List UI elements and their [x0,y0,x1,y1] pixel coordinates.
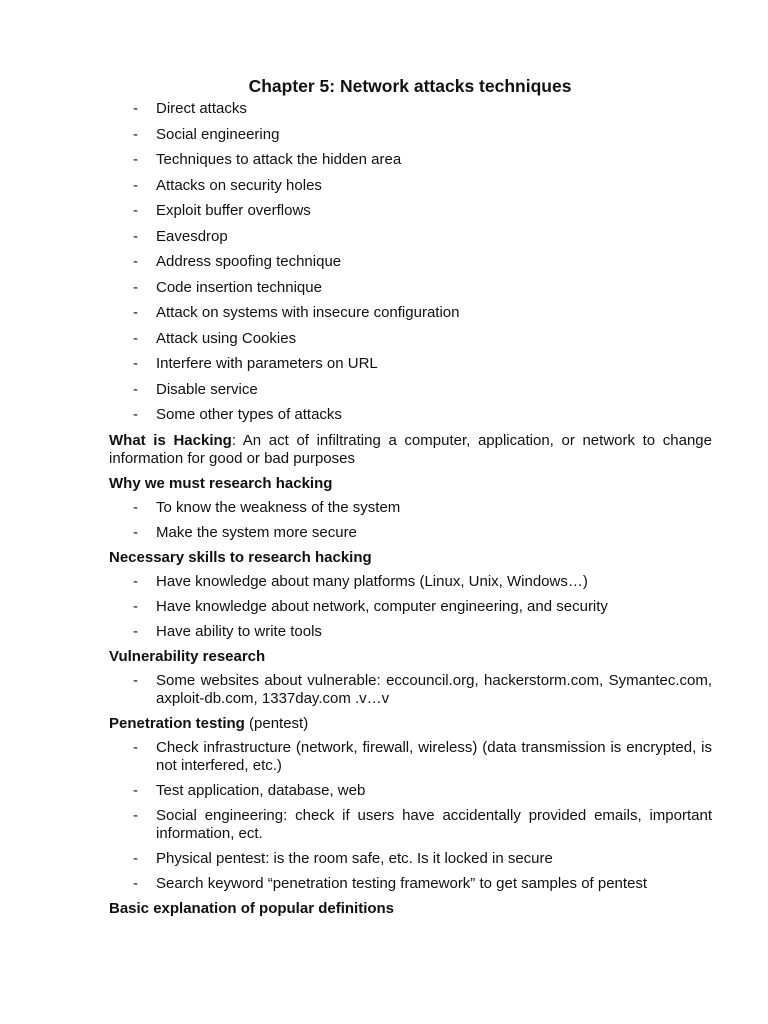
what-is-hacking-term: What is Hacking [109,431,232,449]
list-item-text: Check infrastructure (network, firewall, wireless) (data transmission is encrypted, is not interfered, etc.) [156,738,712,774]
dash-bullet: - [133,125,138,143]
dash-bullet: - [133,597,138,615]
list-item-text: Search keyword “penetration testing framework” to get samples of pentest [156,874,648,892]
heading-text: Why we must research hacking [109,474,333,492]
chapter-title: Chapter 5: Network attacks techniques [248,76,572,96]
dash-bullet: - [133,227,138,245]
section-heading-pentest [109,715,712,733]
dash-bullet: - [133,151,138,168]
heading-text: Penetration testing [109,714,245,732]
dash-bullet: - [133,849,138,867]
list-item [109,202,712,220]
dash-bullet: - [133,100,138,117]
dash-bullet: - [133,874,138,892]
pentest-list [109,739,712,893]
list-item-text: Have knowledge about many platforms (Linux, Unix, Windows…) [156,572,588,590]
what-is-hacking-definition: : An act of infiltrating a computer, application, or network to change information for good or bad purposes [109,431,712,467]
list-item [109,406,712,424]
dash-bullet: - [133,523,138,541]
dash-bullet: - [133,498,138,516]
heading-text: Necessary skills to research hacking [109,548,372,566]
list-item [109,279,712,297]
list-item-text: Exploit buffer overflows [156,202,311,219]
list-item-text: Have knowledge about network, computer engineering, and security [156,597,608,615]
list-item [109,623,712,641]
list-item-text: Techniques to attack the hidden area [156,151,402,168]
skills-list [109,573,712,641]
list-item-text: Physical pentest: is the room safe, etc. Is it locked in secure [156,849,553,867]
dash-bullet: - [133,253,138,270]
dash-bullet: - [133,202,138,219]
list-item [109,573,712,591]
list-item [109,126,712,144]
list-item [109,807,712,843]
list-item-text: Social engineering [156,125,280,143]
list-item [109,381,712,399]
list-item-text: Interfere with parameters on URL [156,355,378,372]
list-item [109,524,712,542]
why-research-list [109,499,712,542]
list-item-text: Address spoofing technique [156,253,342,270]
dash-bullet: - [133,176,138,194]
list-item [109,355,712,373]
list-item-text: Attack on systems with insecure configuration [156,304,460,321]
list-item [109,850,712,868]
list-item-text: Attack using Cookies [156,329,297,347]
list-item [109,100,712,118]
dash-bullet: - [133,671,138,689]
list-item-text: Eavesdrop [156,227,228,245]
list-item-text: Code insertion technique [156,278,322,296]
list-item-text: Social engineering: check if users have accidentally provided emails, important information, ect. [156,806,712,842]
list-item [109,228,712,246]
vulnerability-research-list [109,672,712,708]
list-item [109,253,712,271]
list-item-text: To know the weakness of the system [156,498,401,516]
dash-bullet: - [133,278,138,296]
list-item [109,499,712,517]
list-item [109,330,712,348]
section-heading-why-research [109,475,712,493]
dash-bullet: - [133,329,138,347]
list-item [109,875,712,893]
attack-techniques-list [109,100,712,424]
list-item [109,782,712,800]
dash-bullet: - [133,304,138,321]
list-item-text: Test application, database, web [156,781,366,799]
dash-bullet: - [133,572,138,590]
what-is-hacking-paragraph [109,432,712,468]
dash-bullet: - [133,781,138,799]
list-item [109,151,712,169]
list-item-text: Make the system more secure [156,523,357,541]
dash-bullet: - [133,738,138,756]
section-heading-definitions [109,900,712,918]
dash-bullet: - [133,355,138,372]
list-item-text: Have ability to write tools [156,622,322,640]
dash-bullet: - [133,806,138,824]
section-heading-skills [109,549,712,567]
heading-suffix: (pentest) [244,714,309,732]
list-item [109,672,712,708]
dash-bullet: - [133,622,138,640]
section-heading-vulnerability-research [109,648,712,666]
list-item [109,598,712,616]
list-item-text: Attacks on security holes [156,176,322,194]
list-item-text: Disable service [156,380,258,398]
list-item [109,304,712,322]
list-item [109,739,712,775]
list-item-text: Direct attacks [156,100,247,117]
dash-bullet: - [133,406,138,423]
list-item-text: Some websites about vulnerable: eccouncil.org, hackerstorm.com, Symantec.com, axploit-db.com, 1337day.com .v…v [156,671,712,707]
heading-text: Vulnerability research [109,647,266,665]
list-item-text: Some other types of attacks [156,406,342,423]
dash-bullet: - [133,380,138,398]
list-item [109,177,712,195]
heading-text: Basic explanation of popular definitions [109,899,395,917]
